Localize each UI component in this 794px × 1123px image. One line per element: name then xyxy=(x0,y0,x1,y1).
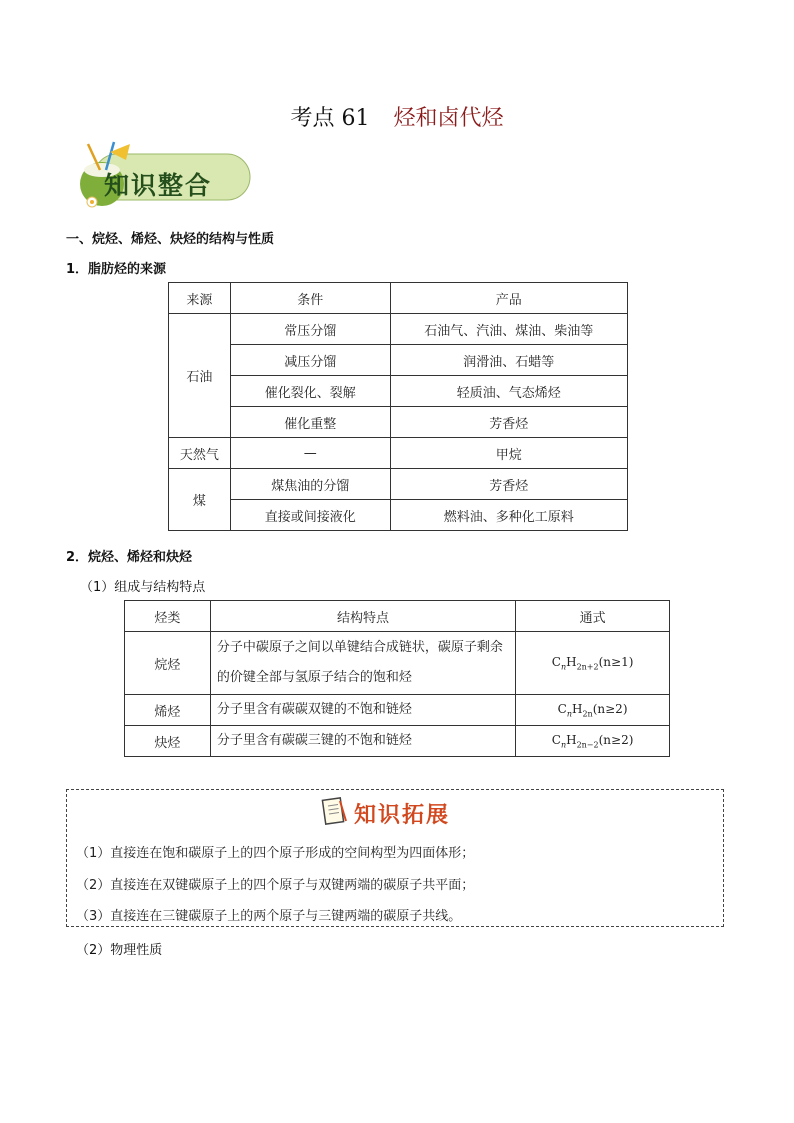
table-row xyxy=(125,632,670,695)
table-cell: 芳香烃 xyxy=(390,407,627,438)
table-row xyxy=(169,345,628,376)
general-formula: $C_nH_{2n+2}(n\ge 1)$ xyxy=(516,632,670,695)
table-header: 条件 xyxy=(230,283,390,314)
table-row xyxy=(169,314,628,345)
table-header: 产品 xyxy=(390,283,627,314)
knowledge-banner-label: 知识整合 xyxy=(104,171,213,200)
table-row xyxy=(125,601,670,632)
table-row xyxy=(169,283,628,314)
table-cell-source: 天然气 xyxy=(169,438,231,469)
table-row xyxy=(125,695,670,726)
table-cell: 减压分馏 xyxy=(230,345,390,376)
table-row xyxy=(169,407,628,438)
table-row xyxy=(169,376,628,407)
general-formula: $C_nH_{2n-2}(n\ge 2)$ xyxy=(516,726,670,757)
topic-name: 烃和卤代烃 xyxy=(393,106,504,131)
table-cell: — xyxy=(230,438,390,469)
subsection-heading-hydrocarbons: 2．烷烃、烯烃和炔烃 xyxy=(66,550,193,565)
table-row xyxy=(169,438,628,469)
table-row xyxy=(169,469,628,500)
subsection-composition: （1）组成与结构特点 xyxy=(80,580,206,595)
subsection-physical-properties: （2）物理性质 xyxy=(76,943,163,958)
structure-table xyxy=(124,600,670,757)
table-cell-type: 炔烃 xyxy=(125,726,211,757)
extension-line: （2）直接连在双键碳原子上的四个原子与双键两端的碳原子共平面； xyxy=(76,878,475,893)
table-header: 结构特点 xyxy=(210,601,515,632)
table-cell: 常压分馏 xyxy=(230,314,390,345)
extension-line: （1）直接连在饱和碳原子上的四个原子形成的空间构型为四面体形； xyxy=(76,846,475,861)
table-cell-type: 烯烃 xyxy=(125,695,211,726)
table-cell: 轻质油、气态烯烃 xyxy=(390,376,627,407)
table-cell: 石油气、汽油、煤油、柴油等 xyxy=(390,314,627,345)
table-header: 烃类 xyxy=(125,601,211,632)
section-heading: 一、烷烃、烯烃、炔烃的结构与性质 xyxy=(66,232,275,247)
table-cell-type: 烷烃 xyxy=(125,632,211,695)
notepad-icon xyxy=(318,795,350,827)
table-cell: 催化重整 xyxy=(230,407,390,438)
subsection-heading-sources: 1．脂肪烃的来源 xyxy=(66,262,167,277)
knowledge-extension-title: 知识拓展 xyxy=(354,802,451,828)
extension-line: （3）直接连在三键碳原子上的两个原子与三键两端的碳原子共线。 xyxy=(76,909,462,924)
table-cell: 甲烷 xyxy=(390,438,627,469)
page-title xyxy=(0,101,794,132)
table-cell: 直接或间接液化 xyxy=(230,500,390,531)
table-cell: 煤焦油的分馏 xyxy=(230,469,390,500)
table-row xyxy=(125,726,670,757)
table-cell-desc: 分子里含有碳碳三键的不饱和链烃 xyxy=(210,726,515,757)
table-cell: 润滑油、石蜡等 xyxy=(390,345,627,376)
table-row xyxy=(169,500,628,531)
table-cell-source: 煤 xyxy=(169,469,231,531)
general-formula: $C_nH_{2n}(n\ge 2)$ xyxy=(516,695,670,726)
source-table xyxy=(168,282,628,531)
table-cell: 催化裂化、裂解 xyxy=(230,376,390,407)
table-cell-source: 石油 xyxy=(169,314,231,438)
table-header: 来源 xyxy=(169,283,231,314)
table-cell-desc: 分子中碳原子之间以单键结合成链状，碳原子剩余的价键全部与氢原子结合的饱和烃 xyxy=(210,632,515,695)
table-cell: 芳香烃 xyxy=(390,469,627,500)
table-header: 通式 xyxy=(516,601,670,632)
table-cell: 燃料油、多种化工原料 xyxy=(390,500,627,531)
topic-number: 考点 61 xyxy=(290,106,370,131)
table-cell-desc: 分子里含有碳碳双键的不饱和链烃 xyxy=(210,695,515,726)
